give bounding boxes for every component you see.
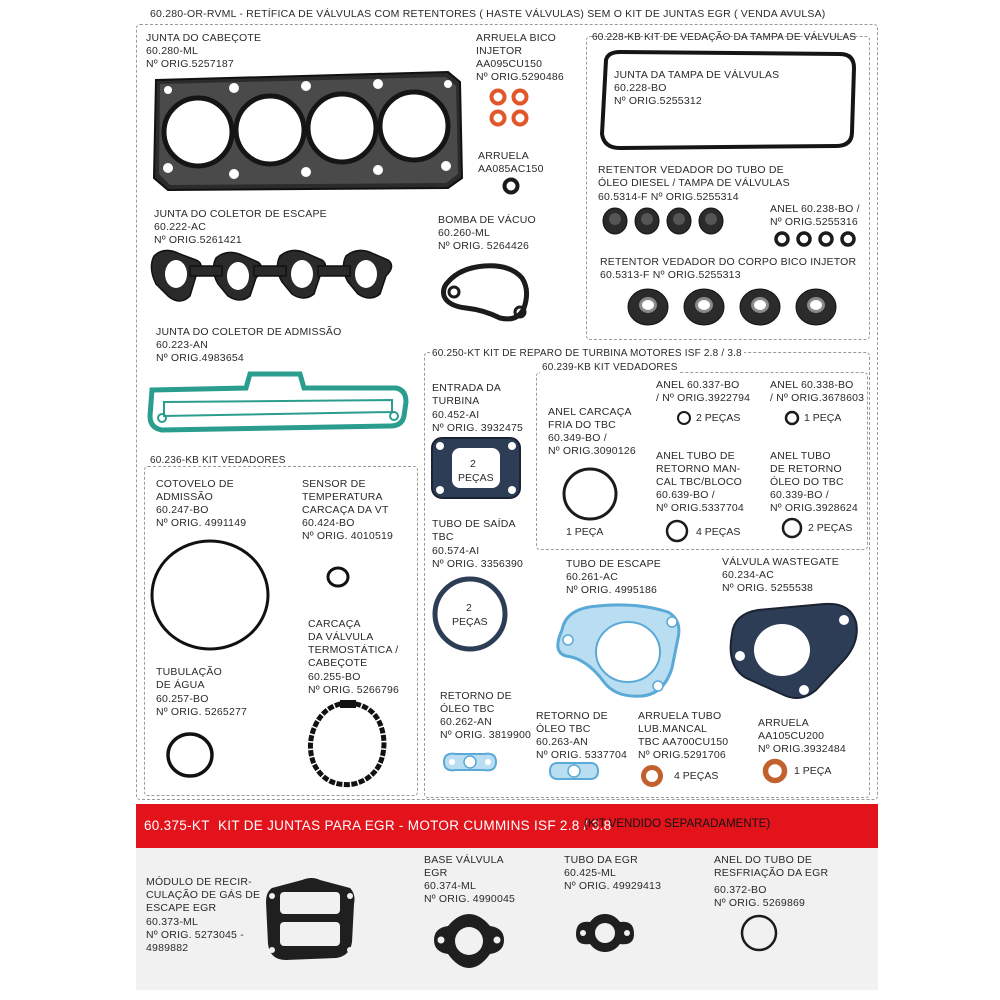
retentor-bico-code: 60.5313-F Nº ORIG.5255313 xyxy=(600,269,741,281)
retorno-262-orig: Nº ORIG. 3819900 xyxy=(440,729,532,741)
coletor-admissao-orig: Nº ORIG.4983654 xyxy=(156,352,244,364)
fuel-tube-seals-image xyxy=(602,206,730,236)
entrada-turbina-code: 60.452-AI xyxy=(432,409,480,421)
anel-carcaca-code: 60.349-BO / xyxy=(548,432,607,444)
anel-retorno-mancal-l1: ANEL TUBO DE xyxy=(656,450,735,462)
anel-carcaca-orig: Nº ORIG.3090126 xyxy=(548,445,636,457)
tubulacao-code: 60.257-BO xyxy=(156,693,209,705)
cold-housing-oring-image xyxy=(560,466,620,522)
tubo-escape-name: TUBO DE ESCAPE xyxy=(566,558,661,570)
coletor-admissao-code: 60.223-AN xyxy=(156,339,208,351)
arruela-105-qty: 1 PEÇA xyxy=(794,765,832,777)
tubo-saida-qty1: 2 xyxy=(466,602,472,614)
retorno-263-orig: Nº ORIG. 5337704 xyxy=(536,749,628,761)
retentor-tubo-name1: RETENTOR VEDADOR DO TUBO DE xyxy=(598,164,784,176)
carcaca-orig: Nº ORIG. 5266796 xyxy=(308,684,400,696)
egr-kit-note: (KIT VENDIDO SEPARADAMENTE) xyxy=(584,818,771,830)
entrada-turbina-name1: ENTRADA DA xyxy=(432,382,502,394)
egr-pipe-gasket-image xyxy=(572,910,638,956)
tubulacao-name1: TUBULAÇÃO xyxy=(156,666,222,678)
tampa-junta-name: JUNTA DA TAMPA DE VÁLVULAS xyxy=(614,69,780,81)
arruela-bico-name1: ARRUELA BICO xyxy=(476,32,557,44)
cotovelo-code: 60.247-BO xyxy=(156,504,209,516)
tubo-saida-orig: Nº ORIG. 3356390 xyxy=(432,558,524,570)
anel-238-name: ANEL 60.238-BO / xyxy=(770,203,860,215)
retentor-tubo-code: 60.5314-F Nº ORIG.5255314 xyxy=(598,191,739,203)
egr-modulo-l1: MÓDULO DE RECIR- xyxy=(146,876,252,888)
anel-retorno-mancal-l2: RETORNO MAN- xyxy=(656,463,741,475)
wastegate-name: VÁLVULA WASTEGATE xyxy=(722,556,839,568)
bomba-vacuo-orig: Nº ORIG. 5264426 xyxy=(438,240,530,252)
egr-modulo-orig1: Nº ORIG. 5273045 - xyxy=(146,929,244,941)
egr-base-l2: EGR xyxy=(424,867,448,879)
anel-338-orig: / Nº ORIG.3678603 xyxy=(770,392,865,404)
egr-base-l1: BASE VÁLVULA xyxy=(424,854,504,866)
anel-retorno-mancal-qty: 4 PEÇAS xyxy=(696,526,741,538)
turbine-inlet-gasket-image xyxy=(430,436,522,500)
arruela-lub-name2: LUB.MANCAL xyxy=(638,723,708,735)
wastegate-code: 60.234-AC xyxy=(722,569,774,581)
carcaca-l4: CABEÇOTE xyxy=(308,657,368,669)
sensor-orig: Nº ORIG. 4010519 xyxy=(302,530,394,542)
anel-carcaca-qty: 1 PEÇA xyxy=(566,526,604,538)
sensor-oring-image xyxy=(324,564,352,590)
tubulacao-name2: DE ÁGUA xyxy=(156,679,205,691)
tubo-escape-orig: Nº ORIG. 4995186 xyxy=(566,584,658,596)
egr-cooler-ring-image xyxy=(738,912,780,954)
arruela-105-name: ARRUELA xyxy=(758,717,809,729)
top-header: 60.280-OR-RVML - RETÍFICA DE VÁLVULAS COM RETENTORES ( HASTE VÁLVULAS) SEM O KIT DE JUNTAS EGR ( VENDA AVULSA) xyxy=(150,8,826,20)
coletor-escape-code: 60.222-AC xyxy=(154,221,206,233)
coletor-escape-orig: Nº ORIG.5261421 xyxy=(154,234,242,246)
sensor-name2: TEMPERATURA xyxy=(302,491,383,503)
retentor-bico-name: RETENTOR VEDADOR DO CORPO BICO INJETOR xyxy=(600,256,857,268)
coletor-escape-name: JUNTA DO COLETOR DE ESCAPE xyxy=(154,208,327,220)
arruela-085-name: ARRUELA xyxy=(478,150,529,162)
copper-washer-105-image xyxy=(762,758,788,784)
tubo-saida-code: 60.574-AI xyxy=(432,545,480,557)
retorno-262-code: 60.262-AN xyxy=(440,716,492,728)
anel-238-orig: Nº ORIG.5255316 xyxy=(770,216,858,228)
arruela-105-code: AA105CU200 xyxy=(758,730,825,742)
vacuum-pump-gasket-image xyxy=(440,260,532,324)
bomba-vacuo-code: 60.260-ML xyxy=(438,227,490,239)
tampa-kit-header: 60.228-KB KIT DE VEDAÇÃO DA TAMPA DE VÁLVULAS xyxy=(592,32,857,43)
arruela-lub-orig: Nº ORIG.5291706 xyxy=(638,749,726,761)
anel-337-name: ANEL 60.337-BO xyxy=(656,379,740,391)
retorno-263-name2: ÓLEO TBC xyxy=(536,723,591,735)
exhaust-pipe-gasket-image xyxy=(546,598,686,702)
tubo-escape-code: 60.261-AC xyxy=(566,571,618,583)
tubulacao-orig: Nº ORIG. 5265277 xyxy=(156,706,248,718)
bomba-vacuo-name: BOMBA DE VÁCUO xyxy=(438,214,536,226)
retorno-262-name1: RETORNO DE xyxy=(440,690,512,702)
anel-retorno-oleo-l1: ANEL TUBO xyxy=(770,450,831,462)
tubo-saida-qty2: PEÇAS xyxy=(452,616,488,628)
anel-retorno-oleo-orig: Nº ORIG.3928624 xyxy=(770,502,858,514)
egr-module-gasket-image xyxy=(262,872,360,964)
egr-anel-orig: Nº ORIG. 5269869 xyxy=(714,897,806,909)
anel-retorno-oleo-l2: DE RETORNO xyxy=(770,463,842,475)
carcaca-l2: DA VÁLVULA xyxy=(308,631,374,643)
carcaca-l3: TERMOSTÁTICA / xyxy=(308,644,399,656)
vedadores-239-header: 60.239-KB KIT VEDADORES xyxy=(542,362,678,373)
anel-retorno-oleo-l3: ÓLEO DO TBC xyxy=(770,476,844,488)
anel-retorno-oleo-code: 60.339-BO / xyxy=(770,489,829,501)
exhaust-manifold-gasket-image xyxy=(150,244,404,306)
egr-kit-title: KIT DE JUNTAS PARA EGR - MOTOR CUMMINS ISF 2.8 / 3.8 xyxy=(218,818,612,833)
egr-anel-code: 60.372-BO xyxy=(714,884,767,896)
entrada-turbina-name2: TURBINA xyxy=(432,395,480,407)
sensor-name3: CARCAÇA DA VT xyxy=(302,504,389,516)
anel-retorno-mancal-code: 60.639-BO / xyxy=(656,489,715,501)
tubo-saida-name2: TBC xyxy=(432,531,454,543)
arruela-bico-name2: INJETOR xyxy=(476,45,523,57)
arruela-085-code: AA085AC150 xyxy=(478,163,544,175)
anel-retorno-oleo-qty: 2 PEÇAS xyxy=(808,522,853,534)
egr-anel-l1: ANEL DO TUBO DE xyxy=(714,854,813,866)
black-washer-image xyxy=(500,176,522,196)
oring-337-image xyxy=(676,410,692,426)
egr-tubo-code: 60.425-ML xyxy=(564,867,616,879)
cabecote-orig: Nº ORIG.5257187 xyxy=(146,58,234,70)
arruela-bico-code: AA095CU150 xyxy=(476,58,543,70)
carcaca-l1: CARCAÇA xyxy=(308,618,361,630)
entrada-turbina-qty1: 2 xyxy=(470,458,476,470)
cabecote-code: 60.280-ML xyxy=(146,45,198,57)
retorno-262-name2: ÓLEO TBC xyxy=(440,703,495,715)
coletor-admissao-name: JUNTA DO COLETOR DE ADMISSÃO xyxy=(156,326,342,338)
turbo-outlet-ring-image xyxy=(430,574,510,654)
entrada-turbina-orig: Nº ORIG. 3932475 xyxy=(432,422,524,434)
thermostat-housing-seal-image xyxy=(304,698,390,790)
oring-339-image xyxy=(780,516,804,540)
turbo-kit-header: 60.250-KT KIT DE REPARO DE TURBINA MOTORES ISF 2.8 / 3.8 xyxy=(432,348,742,359)
arruela-bico-orig: Nº ORIG.5290486 xyxy=(476,71,564,83)
egr-tubo-orig: Nº ORIG. 49929413 xyxy=(564,880,662,892)
anel-337-qty: 2 PEÇAS xyxy=(696,412,741,424)
wastegate-gasket-image xyxy=(720,598,862,704)
vedadores-236-header: 60.236-KB KIT VEDADORES xyxy=(150,455,286,466)
tampa-junta-orig: Nº ORIG.5255312 xyxy=(614,95,702,107)
water-pipe-oring-image xyxy=(164,730,216,780)
retentor-tubo-name2: ÓLEO DIESEL / TAMPA DE VÁLVULAS xyxy=(598,177,790,189)
anel-retorno-mancal-l3: CAL TBC/BLOCO xyxy=(656,476,743,488)
egr-kit-code: 60.375-KT xyxy=(144,818,210,833)
wastegate-orig: Nº ORIG. 5255538 xyxy=(722,582,814,594)
anel-carcaca-name1: ANEL CARCAÇA xyxy=(548,406,632,418)
small-orings-238-image xyxy=(772,230,860,248)
orange-washers-image xyxy=(488,88,532,128)
anel-retorno-mancal-orig: Nº ORIG.5337704 xyxy=(656,502,744,514)
egr-modulo-l2: CULAÇÃO DE GÁS DE xyxy=(146,889,261,901)
oil-return-263-gasket-image xyxy=(546,758,602,784)
arruela-lub-code: TBC AA700CU150 xyxy=(638,736,729,748)
entrada-turbina-qty2: PEÇAS xyxy=(458,472,494,484)
anel-carcaca-name2: FRIA DO TBC xyxy=(548,419,616,431)
egr-valve-base-gasket-image xyxy=(428,910,510,972)
retorno-263-code: 60.263-AN xyxy=(536,736,588,748)
egr-anel-l2: RESFRIAÇÃO DA EGR xyxy=(714,867,829,879)
intake-manifold-gasket-image xyxy=(146,368,410,434)
egr-tubo-name: TUBO DA EGR xyxy=(564,854,638,866)
arruela-105-orig: Nº ORIG.3932484 xyxy=(758,743,846,755)
injector-body-seals-image xyxy=(626,286,856,328)
copper-washer-lub-image xyxy=(640,764,664,788)
oring-639-image xyxy=(664,518,690,544)
anel-338-qty: 1 PEÇA xyxy=(804,412,842,424)
arruela-lub-qty: 4 PEÇAS xyxy=(674,770,719,782)
oil-return-262-gasket-image xyxy=(440,748,500,776)
oring-338-image xyxy=(784,410,800,426)
egr-modulo-code: 60.373-ML xyxy=(146,916,198,928)
cabecote-name: JUNTA DO CABEÇOTE xyxy=(146,32,262,44)
retorno-263-name1: RETORNO DE xyxy=(536,710,608,722)
cotovelo-name2: ADMISSÃO xyxy=(156,491,214,503)
sensor-code: 60.424-BO xyxy=(302,517,355,529)
egr-modulo-l3: ESCAPE EGR xyxy=(146,902,217,914)
egr-modulo-orig2: 4989882 xyxy=(146,942,189,954)
carcaca-code: 60.255-BO xyxy=(308,671,361,683)
head-gasket-image xyxy=(148,68,466,192)
egr-base-code: 60.374-ML xyxy=(424,880,476,892)
sensor-name1: SENSOR DE xyxy=(302,478,366,490)
cotovelo-name1: COTOVELO DE xyxy=(156,478,234,490)
tampa-junta-code: 60.228-BO xyxy=(614,82,667,94)
cotovelo-orig: Nº ORIG. 4991149 xyxy=(156,517,247,529)
intake-elbow-oring-image xyxy=(148,538,272,652)
arruela-lub-name1: ARRUELA TUBO xyxy=(638,710,722,722)
egr-base-orig: Nº ORIG. 4990045 xyxy=(424,893,516,905)
tubo-saida-name1: TUBO DE SAÍDA xyxy=(432,518,516,530)
anel-338-name: ANEL 60.338-BO xyxy=(770,379,854,391)
anel-337-orig: / Nº ORIG.3922794 xyxy=(656,392,751,404)
